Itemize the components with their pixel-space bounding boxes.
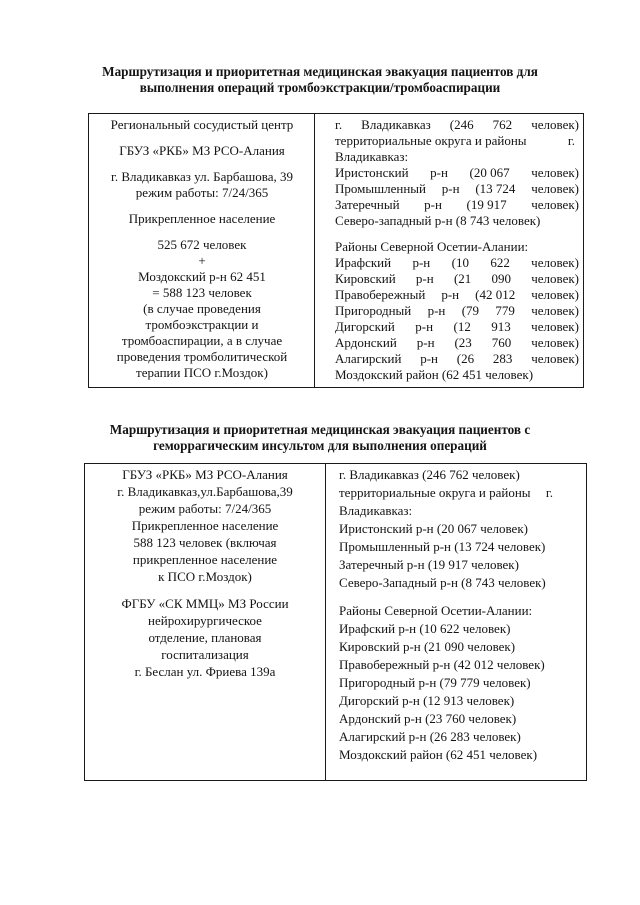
region-item: Алагирский р-н (26 283 человек) <box>339 729 521 744</box>
total-population: = 588 123 человек <box>152 285 252 300</box>
title-line: геморрагическим инсультом для выполнения операций <box>153 438 487 453</box>
note-line: проведения тромболитической <box>116 349 288 364</box>
vladikavkaz-label: Владикавказ: <box>335 149 409 164</box>
district-item: Промышленный р-н (13 724 человек) <box>339 539 546 554</box>
districts-cell <box>339 466 571 764</box>
column-divider <box>325 464 326 780</box>
note-line: тромбоаспирации, а в случае <box>121 333 283 348</box>
district-item: Северо-западный р-н (8 743 человек) <box>335 213 541 228</box>
okrug-line: территориальные округа и районы г. <box>335 133 575 148</box>
title-line: Маршрутизация и приоритетная медицинская эвакуация пациентов для <box>102 64 538 79</box>
region-item: Кировский р-н (21 090 человек) <box>335 271 579 286</box>
federal-center-line: нейрохирургическое <box>148 613 262 628</box>
district-item: Иристонский р-н (20 067 человек) <box>339 521 528 536</box>
population-value: 525 672 человек <box>157 237 247 252</box>
region-item: Дигорский р-н (12 913 человек) <box>339 693 515 708</box>
mozdok-population: Моздокский р-н 62 451 <box>138 269 266 284</box>
region-item: Ирафский р-н (10 622 человек) <box>339 621 511 636</box>
hospital-line: прикрепленное население <box>132 552 278 567</box>
center-header: Региональный сосудистый центр <box>110 117 294 132</box>
hospitals-cell <box>89 466 321 680</box>
okrug-line: территориальные округа и районы г. <box>339 485 553 500</box>
district-item: Промышленный р-н (13 724 человек) <box>335 181 579 196</box>
federal-center-line: г. Беслан ул. Фриева 139а <box>134 664 276 679</box>
district-item: Затеречный р-н (19 917 человек) <box>339 557 519 572</box>
regions-header: Районы Северной Осетии-Алании: <box>339 603 533 618</box>
hospital-line: г. Владикавказ,ул.Барбашова,39 <box>117 484 293 499</box>
hospital-address: г. Владикавказ ул. Барбашова, 39 <box>111 169 293 184</box>
hospital-line: 588 123 человек (включая <box>133 535 277 550</box>
districts-cell <box>335 117 579 383</box>
routing-table-hemorrhagic <box>84 463 587 781</box>
routing-table-thrombectomy <box>88 113 584 388</box>
vladikavkaz-label: Владикавказ: <box>339 503 413 518</box>
federal-center-line: отделение, плановая <box>148 630 262 645</box>
title-line: Маршрутизация и приоритетная медицинская эвакуация пациентов с <box>109 422 531 437</box>
note-line: тромбоэкстракции и <box>145 317 259 332</box>
regions-header: Районы Северной Осетии-Алании: <box>335 239 529 254</box>
note-line: (в случае проведения <box>143 301 261 316</box>
section2-title <box>70 422 570 454</box>
column-divider <box>314 114 315 387</box>
hospital-line: режим работы: 7/24/365 <box>138 501 272 516</box>
work-schedule: режим работы: 7/24/365 <box>135 185 269 200</box>
region-item: Моздокский район (62 451 человек) <box>339 747 538 762</box>
region-item: Ардонский р-н (23 760 человек) <box>339 711 517 726</box>
hospital-name: ГБУЗ «РКБ» МЗ РСО-Алания <box>119 143 285 158</box>
district-item: Затеречный р-н (19 917 человек) <box>335 197 579 212</box>
federal-center-line: госпитализация <box>161 647 249 662</box>
hospital-line: к ПСО г.Моздок) <box>158 569 252 584</box>
title-line: выполнения операций тромбоэкстракции/тромбоаспирации <box>139 80 501 95</box>
region-item: Пригородный р-н (79 779 человек) <box>335 303 579 318</box>
region-item: Алагирский р-н (26 283 человек) <box>335 351 579 366</box>
region-item: Дигорский р-н (12 913 человек) <box>335 319 579 334</box>
district-item: Северо-Западный р-н (8 743 человек) <box>339 575 546 590</box>
hospital-line: Прикрепленное население <box>131 518 279 533</box>
region-item: Ардонский р-н (23 760 человек) <box>335 335 579 350</box>
plus-sign: + <box>198 253 206 268</box>
federal-center-line: ФГБУ «СК ММЦ» МЗ России <box>121 596 289 611</box>
region-item: Кировский р-н (21 090 человек) <box>339 639 516 654</box>
region-item: Моздокский район (62 451 человек) <box>335 367 534 382</box>
note-line: терапии ПСО г.Моздок) <box>136 365 268 380</box>
city-line: г. Владикавказ (246 762 человек) <box>335 117 579 132</box>
region-item: Правобережный р-н (42 012 человек) <box>335 287 579 302</box>
city-line: г. Владикавказ (246 762 человек) <box>339 467 520 482</box>
attached-population-label: Прикрепленное население <box>128 211 276 226</box>
center-cell <box>93 117 311 381</box>
region-item: Пригородный р-н (79 779 человек) <box>339 675 531 690</box>
region-item: Правобережный р-н (42 012 человек) <box>339 657 545 672</box>
district-item: Иристонский р-н (20 067 человек) <box>335 165 579 180</box>
section1-title <box>80 64 560 96</box>
region-item: Ирафский р-н (10 622 человек) <box>335 255 579 270</box>
hospital-line: ГБУЗ «РКБ» МЗ РСО-Алания <box>122 467 288 482</box>
